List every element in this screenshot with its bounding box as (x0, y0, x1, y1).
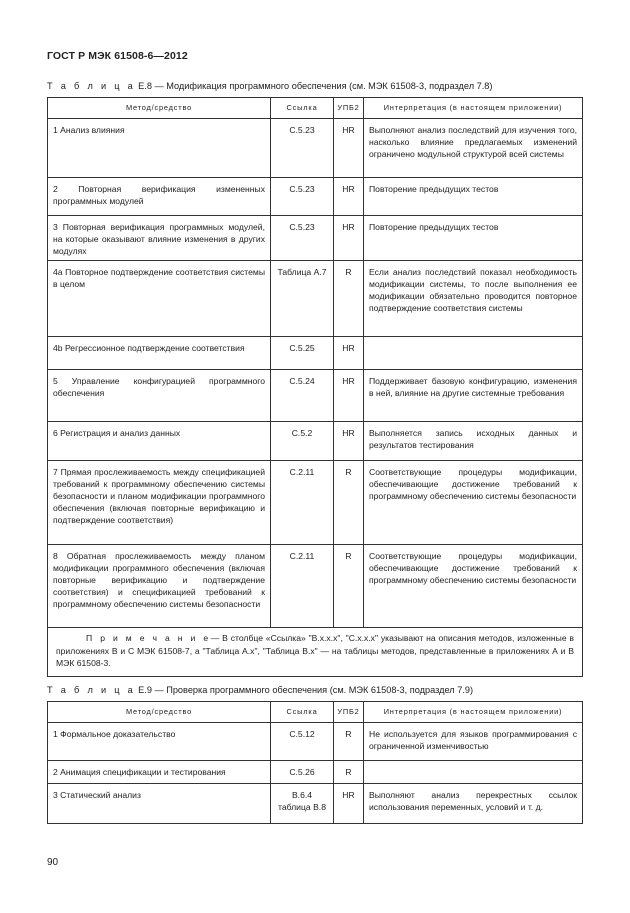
cell-ref: Таблица А.7 (271, 261, 334, 337)
table-note-row (48, 628, 583, 677)
cell-method: 1 Формальное доказательство (48, 723, 271, 761)
cell-upb: R (334, 723, 364, 761)
cell-method: 3 Повторная верификация программных модулей, на которые оказывают влияние изменения в других модулях (48, 216, 271, 261)
caption-text: Е.8 — Модификация программного обеспечения (см. МЭК 61508-3, подраздел 7.8) (138, 81, 493, 91)
column-header-upb: УПБ2 (334, 702, 364, 723)
cell-method: 7 Прямая прослеживаемость между спецификацией требований к программному обеспечению системы безопасности и планом модификации программного обеспечения (включая повторные верификацию и подтверждение соответствия) (48, 461, 271, 545)
table-row (48, 723, 583, 761)
table-header-row (48, 98, 583, 119)
note-text: — В столбце «Ссылка» "В.х.х.х", "С.х.х.х" указывают на описания методов, изложенные в приложениях В и С МЭК 61508-7, а "Таблица А.х", "Таблица В.х" — на таблицы методов, представленные в приложениях А и В МЭК 61508-3. (56, 633, 574, 668)
cell-method: 5 Управление конфигурацией программного обеспечения (48, 370, 271, 422)
cell-interpretation: Выполняют анализ перекрестных ссылок использования переменных, условий и т. д. (364, 784, 583, 824)
cell-ref: С.5.23 (271, 119, 334, 178)
column-header-upb: УПБ2 (334, 98, 364, 119)
cell-method: 4b Регрессионное подтверждение соответствия (48, 337, 271, 370)
cell-method: 6 Регистрация и анализ данных (48, 422, 271, 461)
column-header-interpretation: Интерпретация (в настоящем приложении) (364, 98, 583, 119)
column-header-ref: Ссылка (271, 98, 334, 119)
cell-ref: С.5.23 (271, 178, 334, 216)
table-row (48, 784, 583, 824)
table-row (48, 761, 583, 784)
cell-ref: С.5.12 (271, 723, 334, 761)
table-row (48, 545, 583, 628)
cell-interpretation: Поддерживает базовую конфигурацию, изменения в ней, влияние на другие системные требования (364, 370, 583, 422)
cell-interpretation: Выполняется запись исходных данных и результатов тестирования (364, 422, 583, 461)
cell-method: 4а Повторное подтверждение соответствия системы в целом (48, 261, 271, 337)
table-e8 (47, 97, 583, 677)
cell-upb: R (334, 761, 364, 784)
cell-ref-line1: В.6.4 (291, 790, 313, 800)
cell-upb: HR (334, 216, 364, 261)
table-row (48, 261, 583, 337)
note-label: П р и м е ч а н и е (86, 633, 211, 643)
cell-upb: R (334, 461, 364, 545)
cell-interpretation: Не используется для языков программирования с ограниченной изменчивостью (364, 723, 583, 761)
cell-interpretation: Выполняют анализ последствий для изучения того, насколько влияние предлагаемых изменений ограничено модульной структурой всей системы (364, 119, 583, 178)
cell-upb: R (334, 261, 364, 337)
cell-interpretation: Соответствующие процедуры модификации, обеспечивающие достижение требований к программному обеспечению системы безопасности (364, 461, 583, 545)
cell-interpretation: Соответствующие процедуры модификации, обеспечивающие достижение требований к программному обеспечению системы безопасности (364, 545, 583, 628)
column-header-ref: Ссылка (271, 702, 334, 723)
table-header-row (48, 702, 583, 723)
cell-interpretation: Если анализ последствий показал необходимость модификации системы, то после выполнения ее модификации обязательно проводится повторное подтверждение соответствия системы (364, 261, 583, 337)
cell-interpretation (364, 337, 583, 370)
caption-label: Т а б л и ц а (47, 685, 136, 695)
column-header-interpretation: Интерпретация (в настоящем приложении) (364, 702, 583, 723)
cell-ref: С.5.24 (271, 370, 334, 422)
cell-interpretation: Повторение предыдущих тестов (364, 178, 583, 216)
table-note (48, 628, 583, 677)
table-e9 (47, 701, 583, 824)
cell-ref: С.5.2 (271, 422, 334, 461)
cell-interpretation: Повторение предыдущих тестов (364, 216, 583, 261)
page-header-title: ГОСТ Р МЭК 61508-6—2012 (47, 50, 188, 62)
caption-label: Т а б л и ц а (47, 81, 136, 91)
cell-upb: HR (334, 337, 364, 370)
caption-text: Е.9 — Проверка программного обеспечения (см. МЭК 61508-3, подраздел 7.9) (138, 685, 474, 695)
table-row (48, 337, 583, 370)
cell-method: 2 Анимация спецификации и тестирования (48, 761, 271, 784)
cell-method: 8 Обратная прослеживаемость между планом модификации программного обеспечения (включая повторные верификацию и подтверждение соответствия) и спецификацией требований к программному обеспечению системы безопасности (48, 545, 271, 628)
cell-method: 3 Статический анализ (48, 784, 271, 824)
cell-method: 1 Анализ влияния (48, 119, 271, 178)
page-number: 90 (47, 857, 59, 868)
cell-ref: С.5.25 (271, 337, 334, 370)
cell-ref (271, 784, 334, 824)
cell-method: 2 Повторная верификация измененных программных модулей (48, 178, 271, 216)
cell-interpretation (364, 761, 583, 784)
table-row (48, 422, 583, 461)
cell-upb: R (334, 545, 364, 628)
table-e9-caption (47, 685, 473, 695)
cell-ref-line2: таблица В.8 (278, 802, 326, 812)
table-row (48, 461, 583, 545)
table-row (48, 370, 583, 422)
column-header-method: Метод/средство (48, 98, 271, 119)
cell-upb: HR (334, 422, 364, 461)
cell-ref: С.5.26 (271, 761, 334, 784)
cell-upb: HR (334, 119, 364, 178)
cell-upb: HR (334, 178, 364, 216)
table-row (48, 119, 583, 178)
cell-ref: С.2.11 (271, 545, 334, 628)
table-e8-caption (47, 81, 492, 91)
cell-upb: HR (334, 370, 364, 422)
cell-ref: С.2.11 (271, 461, 334, 545)
cell-upb: HR (334, 784, 364, 824)
table-row (48, 178, 583, 216)
column-header-method: Метод/средство (48, 702, 271, 723)
table-row (48, 216, 583, 261)
cell-ref: С.5.23 (271, 216, 334, 261)
